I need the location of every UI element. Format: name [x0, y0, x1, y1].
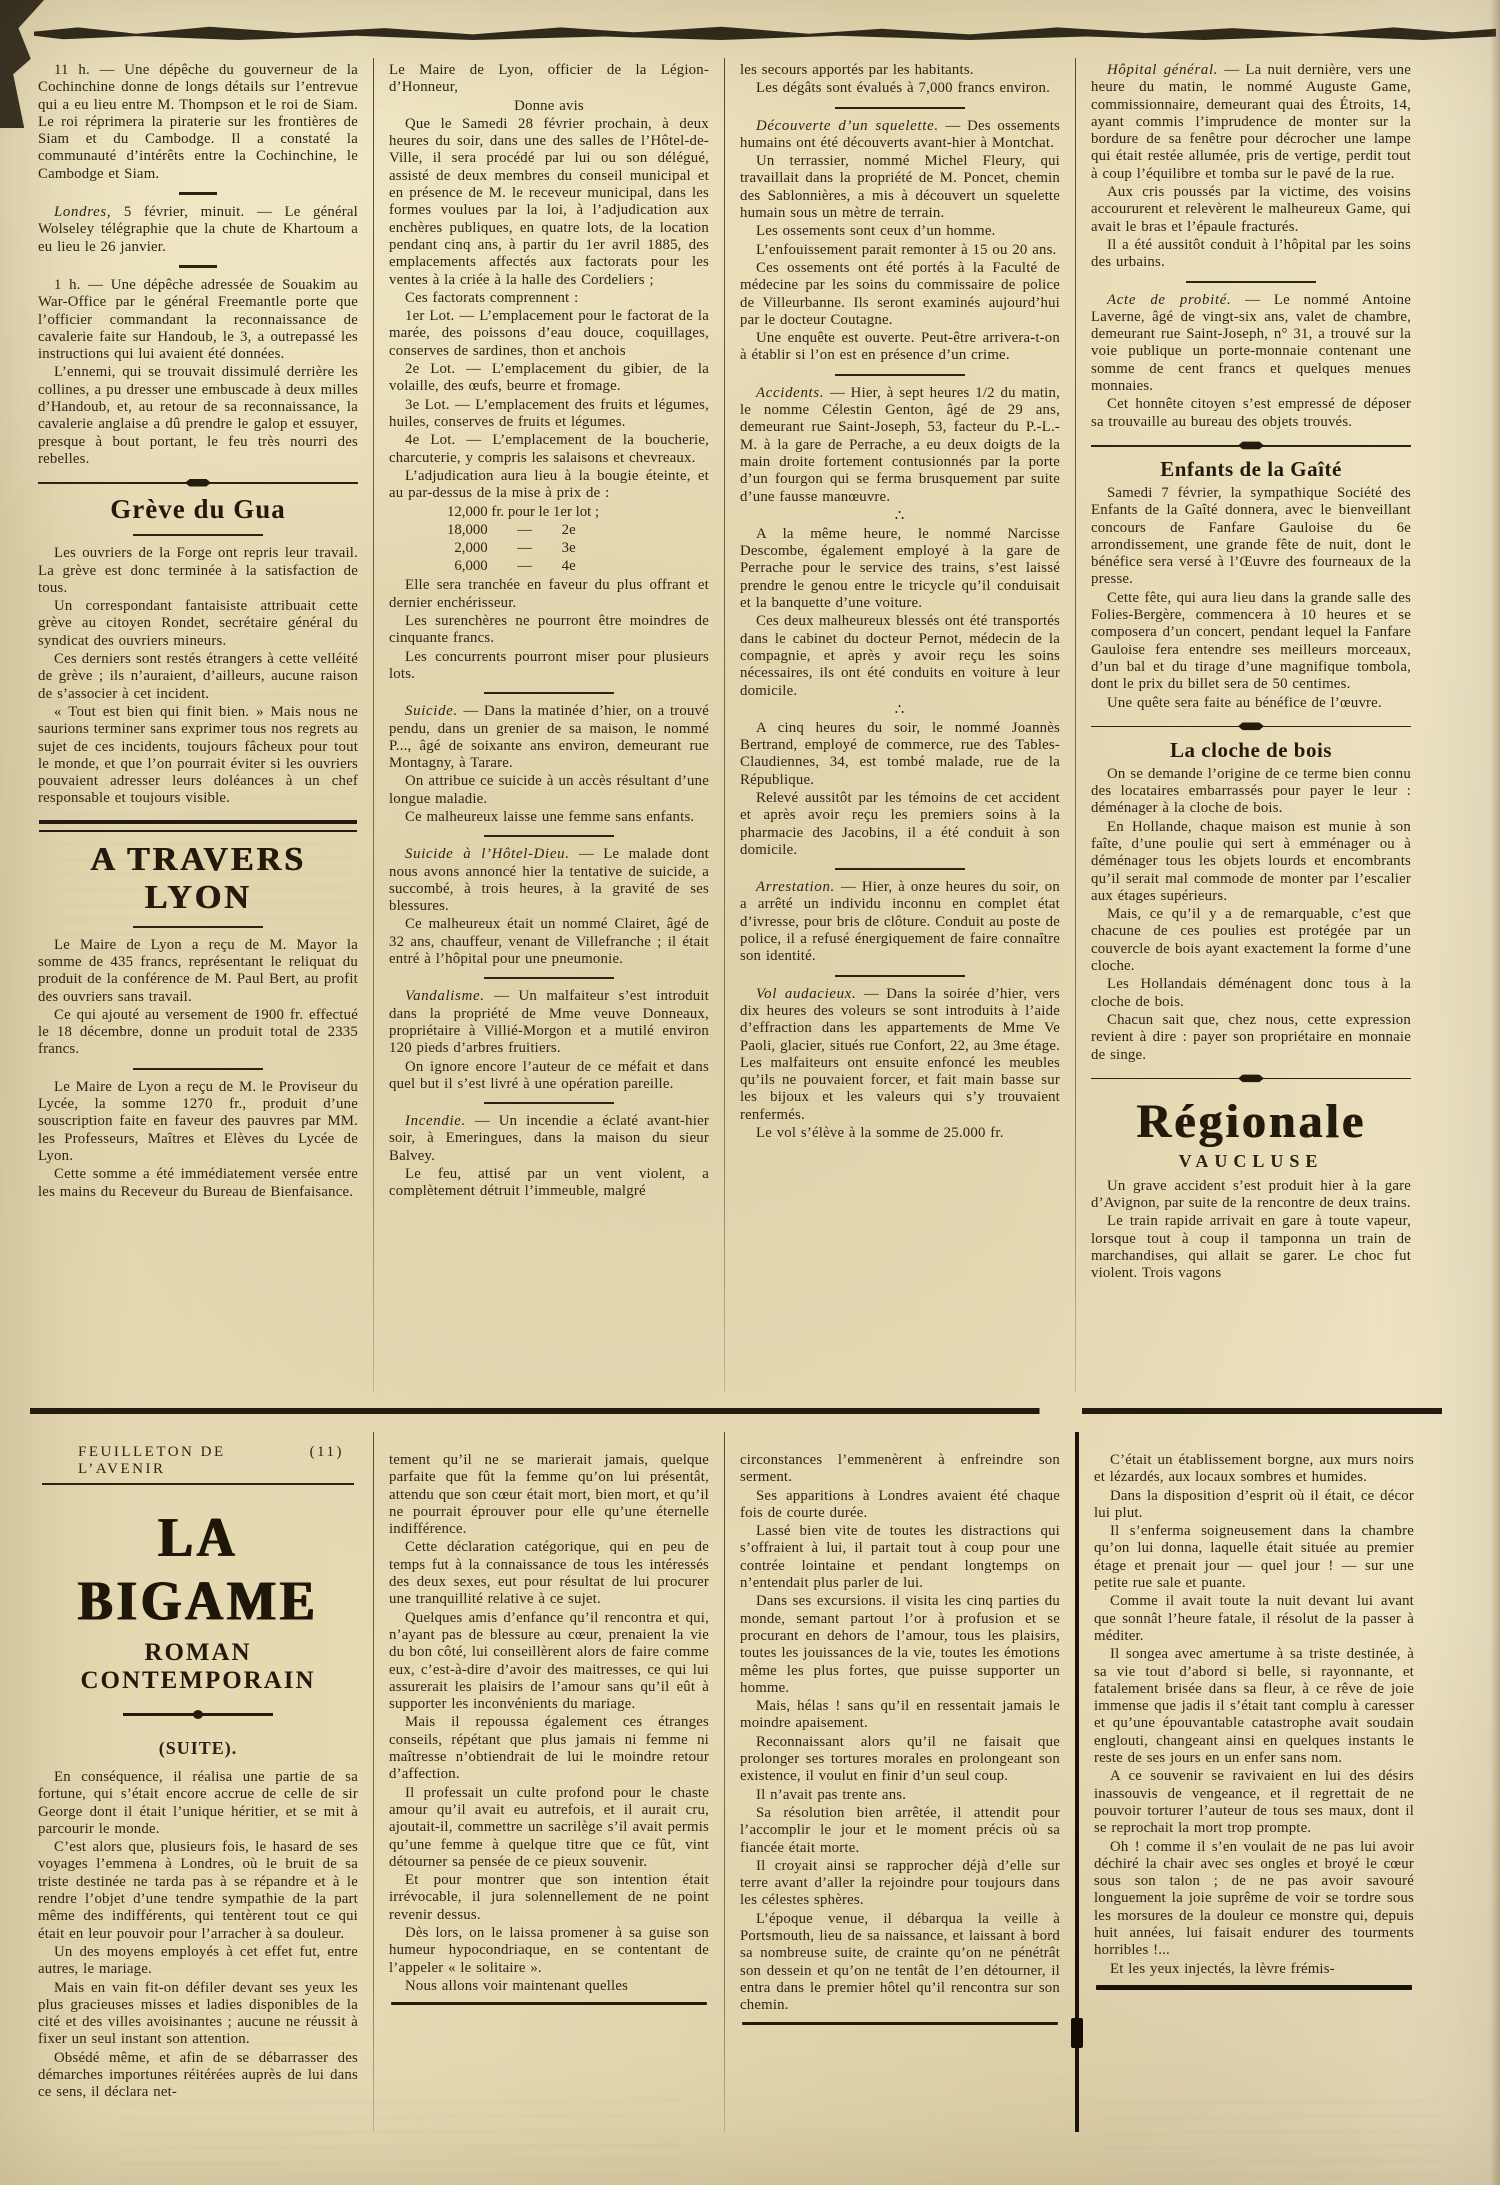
item-lead: Hôpital général.: [1107, 62, 1219, 78]
short-rule-divider: [133, 534, 263, 536]
paragraph: Ses apparitions à Londres avaient été chaque fois de courte durée.: [740, 1487, 1060, 1521]
item-lead: Vandalisme.: [405, 988, 485, 1005]
paragraph: Obsédé même, et afin de se débarrasser des démarches importunes réitérées auprès de lui dans ce sens, il déclara net-: [38, 2049, 358, 2101]
paragraph: C’était un établissement borgne, aux murs noirs et lézardés, aux locaux sombres et humides.: [1094, 1452, 1414, 1486]
paragraph: Il croyait ainsi se rapprocher déjà d’elle sur terre avant d’aller la rejoindre pour toujours dans les célestes sphères.: [740, 1857, 1060, 1909]
paragraph: Incendie. — Un incendie a éclaté avant-hier soir, à Emeringues, dans la maison du sieur Balvey.: [389, 1113, 709, 1164]
paragraph: Chacun sait que, chez nous, cette expression revient à dire : payer son propriétaire en monnaie de singe.: [1091, 1011, 1411, 1063]
feuilleton-section: [38, 1432, 1446, 2132]
paragraph: les secours apportés par les habitants.: [740, 62, 974, 78]
paragraph: Samedi 7 février, la sympathique Société des Enfants de la Gaîté donnera, avec le bienveillant concours de Fanfare Gauloise du 6e arrondissement, une grande fête de nuit, dont le bénéfice sera versé à l’Œuvre des fourneaux de la presse.: [1091, 484, 1411, 588]
paragraph: Aux cris poussés par la victime, des voisins accoururent et relevèrent le malheureux Game, qui avait le bras et l’épaule fracturés.: [1091, 184, 1411, 235]
end-rule: [391, 2002, 707, 2005]
paragraph: Suicide à l’Hôtel-Dieu. — Le malade dont nous avons annoncé hier la tentative de suicide, a succombé, à trois heures, à la gravité de ses blessures.: [389, 846, 709, 915]
paragraph: Arrestation. — Hier, à onze heures du soir, on a arrêté un individu inconnu en complet état d’ivresse, pour bris de clôture. Conduit au poste de police, il a refusé énergiquement de faire connaître son identité.: [740, 879, 1060, 965]
paragraph: Cet honnête citoyen s’est empressé de déposer sa trouvaille au bureau des objets trouvés.: [1091, 396, 1411, 430]
paragraph: Acte de probité. — Le nommé Antoine Laverne, âgé de vingt-six ans, valet de chambre, demeurant rue Saint-Joseph, n° 31, a trouvé sur la voie publique un porte-monnaie contenant une somme de cent francs et quelques menues monnaies.: [1091, 291, 1411, 395]
item-lead: Vol audacieux.: [756, 985, 857, 1002]
paragraph: Cette fête, qui aura lieu dans la grande salle des Folies-Bergère, commencera à 10 heures et se composera d’un concert, pendant lequel la Fanfare Gauloise fera entendre ses meilleurs morceaux, d’un bal et du tirage d’une magnifique tombola, dont le prix du billet sera de 50 centimes.: [1091, 589, 1411, 693]
news-column-2: [389, 58, 709, 1392]
paragraph: Cette déclaration catégorique, qui en peu de temps fut à la connaissance de tous les intéressés des deux sexes, eut pour résultat de lui procurer une tranquillité relative à ce sujet.: [389, 1539, 709, 1608]
paragraph: A cinq heures du soir, le nommé Joannès Bertrand, employé de commerce, rue des Tables-Claudiennes, 34, est tombé malade, rue de la République.: [740, 719, 1060, 788]
column-divider: [724, 58, 725, 1392]
paragraph: Hôpital général. — La nuit dernière, vers une heure du matin, le nommé Auguste Game, commissionnaire, demeurant quai des Étroits, 14, ayant commis l’imprudence de monter sur la bordure de sa fenêtre pour décrocher une lampe qui était restée allumée, pris de vertige, perdit tout à coup l’équilibre et tomba sur le pavé de la rue.: [1091, 62, 1411, 182]
asterism-divider: ∴: [894, 701, 906, 718]
auction-price-list: [447, 503, 709, 575]
news-column-4: [1091, 58, 1411, 1392]
paragraph: On se demande l’origine de ce terme bien connu des locataires embarrassés pour payer le leur : déménager à la cloche de bois.: [1091, 765, 1411, 817]
paragraph: Sa résolution bien arrêtée, il attendit pour l’accomplir le jour et le moment précis où sa fiancée était morte.: [740, 1804, 1060, 1856]
column-divider: [373, 1432, 374, 2132]
paragraph: Mais en vain fit-on défiler devant ses yeux les plus gracieuses misses et ladies disponibles de la cité et des villes avoisinantes ; aucune ne réussit à fixer un seul instant son attention.: [38, 1979, 358, 2048]
short-rule-divider: [484, 692, 614, 694]
short-rule-divider: [484, 977, 614, 979]
paragraph: Mais, hélas ! sans qu’il en ressentait jamais le moindre apaisement.: [740, 1698, 1060, 1732]
paragraph: 4e Lot. — L’emplacement de la boucherie, charcuterie, y compris les salaisons et chevreaux.: [389, 432, 709, 466]
column-divider: [1075, 58, 1076, 1392]
paragraph: Lassé bien vite de toutes les distractions qui s’offraient à lui, il partait tout à coup pour une contrée lointaine et pendant longtemps on n’entendait plus parler de lui.: [740, 1523, 1060, 1592]
price-line: 12,000 fr. pour le 1er lot ;: [447, 504, 600, 521]
short-rule-divider: [133, 926, 263, 928]
paragraph: Un correspondant fantaisiste attribuait cette grève au citoyen Rondet, secrétaire général du syndicat des ouvriers mineurs.: [38, 598, 358, 649]
item-lead: Suicide.: [405, 703, 458, 720]
paragraph: Elle sera tranchée en faveur du plus offrant et dernier enchérisseur.: [389, 577, 709, 611]
paragraph: Les ouvriers de la Forge ont repris leur travail. La grève est donc terminée à la satisfaction de tous.: [38, 545, 358, 596]
novel-subtitle: ROMAN CONTEMPORAIN: [80, 1639, 316, 1694]
paragraph: Ce malheureux était un nommé Clairet, âgé de 32 ans, chauffeur, venant de Villefranche ; il était entré à l’hôpital pour une pneumonie.: [389, 916, 709, 968]
ornament-divider: [1091, 1073, 1411, 1084]
short-rule-divider: [835, 868, 965, 870]
paragraph: Suicide. — Dans la matinée d’hier, on a trouvé pendu, dans un grenier de sa maison, le nommé P..., âgé de soixante ans environ, demeurant rue Montagny, à Tarare.: [389, 703, 709, 772]
paragraph: Un grave accident s’est produit hier à la gare d’Avignon, par suite de la rencontre de deux trains.: [1091, 1177, 1411, 1212]
paragraph: tement qu’il ne se marierait jamais, quelque parfaite que fût la femme qu’on lui présentât, attendu que son cœur était mort, bien mort, et qu’il ne pourrait éprouver pour elle qu’une éternelle indifférence.: [389, 1452, 709, 1538]
paragraph: Dès lors, on le laissa promener à sa guise son humeur hypocondriaque, en se contentant de l’appeler « le solitaire ».: [389, 1925, 709, 1976]
paragraph: C’est alors que, plusieurs fois, le hasard de ses voyages l’emmena à Londres, où le bruit de sa triste destinée ne tarda pas à se répandre et à le rendre l’objet d’une tendre sympathie de la part même des indifférents, qui tentèrent tout ce qui était en leur pouvoir pour l’arracher à sa douleur.: [38, 1839, 358, 1942]
news-section: [38, 58, 1446, 1392]
heading-a-travers-lyon: A TRAVERS LYON: [90, 840, 306, 916]
page-right-edge-shading: [1490, 0, 1500, 2185]
paragraph: Un des moyens employés à cet effet fut, entre autres, le mariage.: [38, 1943, 358, 1978]
paragraph: En conséquence, il réalisa une partie de sa fortune, qui s’était encore accrue de celle de sir George dont il était l’unique héritier, et se mit à parcourir le monde.: [38, 1769, 358, 1837]
paragraph: 2e Lot. — L’emplacement du gibier, de la volaille, des œufs, beurre et fromage.: [389, 361, 709, 395]
item-lead: Découverte d’un squelette.: [756, 117, 939, 134]
paragraph: Oh ! comme il s’en voulait de ne pas lui avoir déchiré la chair avec ses ongles et broyé le cœur sous son talon ; de ne pas avoir savouré longuement la joie suprême de voir se tordre sous les morsures de la douleur ce monstre qui, depuis huit années, lui faisait endurer des tourments horribles !...: [1094, 1838, 1414, 1959]
item-lead: Accidents.: [756, 384, 825, 401]
paragraph: Ces deux malheureux blessés ont été transportés dans le cabinet du docteur Pernot, médecin de la compagnie, et après y avoir reçu les soins nécessaires, ils ont été conduits en voiture à leur domicile.: [740, 613, 1060, 699]
paragraph: Dans ses excursions. il visita les cinq parties du monde, semant partout l’or à profusion et se procurant en dehors de l’amour, tous les plaisirs, toutes les jouissances de la vie, toutes les émotions même les plus fortes, que puisse supporter un homme.: [740, 1593, 1060, 1696]
ornament-divider: [1091, 721, 1411, 732]
paragraph: Le Maire de Lyon a reçu de M. Mayor la somme de 435 francs, représentant le reliquat du produit de la conférence de M. Paul Bert, au profit des ouvriers sans travail.: [38, 936, 358, 1005]
paragraph: L’adjudication aura lieu à la bougie éteinte, et au par-dessus de la mise à prix de :: [389, 467, 709, 502]
end-rule: [1096, 1985, 1412, 1990]
paragraph: A ce souvenir se ravivaient en lui des désirs inassouvis de vengeance, et il regrettait de ne pouvoir torturer l’auteur de tous ses maux, dont il se reprochait la mort trop prompte.: [1094, 1768, 1414, 1837]
paragraph: circonstances l’emmenèrent à enfreindre son serment.: [740, 1452, 1060, 1486]
paragraph: Nous allons voir maintenant quelles: [405, 1977, 629, 1994]
item-lead: Incendie.: [405, 1113, 466, 1130]
paragraph: Il s’enferma soigneusement dans la chambre qu’on lui donna, laquelle était située au premier étage et prenait jour — quel jour ! — sur une petite rue sale et puante.: [1094, 1523, 1414, 1592]
heading-enfants-de-la-gaite: Enfants de la Gaîté: [1160, 456, 1342, 481]
news-column-3: [740, 58, 1060, 1392]
torn-paper-top-edge: [34, 26, 1496, 40]
heading-regionale: Régionale: [1136, 1094, 1366, 1148]
paragraph: Ces derniers sont restés étrangers à cette velléité de grève ; ils n’auraient, d’ailleurs, aucune raison de s’associer à cet incident.: [38, 651, 358, 702]
feuilleton-column-1: [38, 1432, 358, 2132]
paragraph: Mais, ce qu’il y a de remarquable, c’est que chacune de ces poulies est protégée par un couvercle de bois ayant exactement la forme d’une cloche.: [1091, 906, 1411, 975]
paragraph: Londres, 5 février, minuit. — Le général Wolseley télégraphie que la chute de Khartoum a eu lieu le 26 janvier.: [38, 204, 358, 255]
paragraph: Le Maire de Lyon a reçu de M. le Proviseur du Lycée, la somme 1270 fr., produit d’une souscription faite en faveur des pauvres par MM. les Professeurs, Maîtres et Elèves du Lycée de Lyon.: [38, 1078, 358, 1164]
item-lead: Londres,: [54, 204, 112, 221]
paragraph: L’époque venue, il débarqua la veille à Portsmouth, lieu de sa naissance, et laissant à bord sa nombreuse suite, de crainte qu’on ne pénétrât son dessein et qu’on ne tentât de l’en détourner, il entra dans le premier hôtel qu’il rencontra sur son chemin.: [740, 1910, 1060, 2014]
suite-label: (SUITE).: [158, 1738, 238, 1758]
paragraph: Les dégâts sont évalués à 7,000 francs environ.: [756, 80, 1051, 97]
paragraph: Et pour montrer que son intention était irrévocable, il jura solennellement de ne point revenir dessus.: [389, 1872, 709, 1923]
paragraph: On ignore encore l’auteur de ce méfait et dans quel but il s’est livré à une opération pareille.: [389, 1058, 709, 1092]
paragraph: Reconnaissant alors qu’il ne faisait que prolonger ses tortures morales en prolongeant son existence, il voulut en finir d’un seul coup.: [740, 1733, 1060, 1785]
column-divider: [373, 58, 374, 1392]
paragraph: « Tout est bien qui finit bien. » Mais nous ne saurions terminer sans exprimer tous nos regrets au sujet de ces incidents, toujours fâcheux pour tout le monde, et que l’on pourrait éviter si les ouvriers pouvaient adresser leurs doléances à un chef responsable et toujours visible.: [38, 703, 358, 807]
paragraph: 11 h. — Une dépêche du gouverneur de la Cochinchine donne de longs détails sur l’entrevue qui a eu lieu entre M. Thompson et le roi de Siam. Le roi réprimera la piraterie sur les frontières de Siam et du Cambodge. Il a constaté la communauté d’intérêts entre la Cochinchine, le Cambodge et Siam.: [38, 62, 358, 182]
paragraph: Ces factorats comprennent :: [405, 289, 579, 306]
item-lead: Arrestation.: [756, 879, 835, 896]
heading-greve-du-gua: Grève du Gua: [110, 494, 286, 525]
paragraph: Quelques amis d’enfance qu’il rencontra et qui, n’ayant pas de blessure au cœur, prenaient la vie du bon côté, lui conseillèrent alors de faire comme eux, c’est-à-dire d’avoir des maitresses, ce qui lui assurerait les plaisirs de l’amour sans qu’il eût à supporter les inconvénients du mariage.: [389, 1609, 709, 1713]
feuilleton-header: [38, 1440, 358, 1480]
paragraph: Ce malheureux laisse une femme sans enfants.: [405, 808, 695, 825]
feuilleton-text-1: [38, 1769, 358, 2102]
paragraph: Que le Samedi 28 février prochain, à deux heures du soir, dans une des salles de l’Hôtel-de-Ville, il sera procédé par lui ou son délégué, assisté de deux membres du conseil municipal et en présence de M. le receveur municipal, dans les formes voulues par la loi, à l’adjudication aux enchères publiques, en quatre lots, de la location pendant cinq ans, à partir du 1er avril 1885, des emplacements affectés aux factorats pour les ventes à la criée à la halle des Cordeliers ;: [389, 115, 709, 288]
paragraph: Vol audacieux. — Dans la soirée d’hier, vers dix heures des voleurs se sont introduits à l’aide d’effraction dans les appartements de Mme Ve Paoli, glacier, situés rue Confort, 22, au 3me étage. Les malfaiteurs ont ensuite enfoncé les meubles qu’ils ne pouvaient forcer, et fait main basse sur les bijoux et les valeurs qui s’y trouvaient renfermés.: [740, 985, 1060, 1123]
item-lead: Suicide à l’Hôtel-Dieu.: [405, 846, 570, 863]
novel-title: LA BIGAME: [77, 1507, 319, 1633]
ornament-divider: [1091, 440, 1411, 451]
paragraph: Cette somme a été immédiatement versée entre les mains du Receveur du Bureau de Bienfaisance.: [38, 1166, 358, 1200]
paragraph: Un terrassier, nommé Michel Fleury, qui travaillait dans la propriété de M. Poncet, chemin des Sablonnières, a mis à découvert un squelette humain sous un mètre de terrain.: [740, 153, 1060, 222]
paragraph: Le feu, attisé par un vent violent, a complètement détruit l’immeuble, malgré: [389, 1166, 709, 1200]
paragraph: Il songea avec amertume à sa triste destinée, à sa vie tout d’abord si belle, si rayonnante, et fatalement brisée dans sa fleur, à ce rêve de joie immense que jadis il s’était tant complu à caresser et qu’une épouvantable catastrophe avait soudain englouti, changeant ainsi en quelques instants le reste de ses jours en un enfer sans nom.: [1094, 1646, 1414, 1767]
dash-divider: [179, 265, 217, 268]
short-rule-divider: [835, 107, 965, 109]
price-line: 18,000 — 2e: [447, 522, 576, 539]
paragraph: Mais il repoussa également ces étranges conseils, répétant que plus jamais ni femme ni maîtresse n’obtiendrait de lui le moindre retour d’affection.: [389, 1714, 709, 1783]
paragraph: L’ennemi, qui se trouvait dissimulé derrière les collines, a pu dresser une embuscade à deux milles d’Handoub, et, au retour de sa reconnaissance, la cavalerie anglaise a dû prendre le galop et essuyer, presque à bout portant, le feu très nourri des rebelles.: [38, 364, 358, 467]
short-rule-divider: [1186, 281, 1316, 283]
paragraph: Et les yeux injectés, la lèvre frémis-: [1110, 1960, 1335, 1977]
short-rule-divider: [484, 835, 614, 837]
price-line: 2,000 — 3e: [447, 540, 576, 557]
end-rule: [742, 2022, 1058, 2025]
double-rule-divider: [39, 820, 357, 832]
paragraph: Il professait un culte profond pour le chaste amour qu’il avait eu autrefois, et il aurait cru, ajoutait-il, commettre un sacrilège s’il avait permis qu’une femme à quelque titre que ce fût, vint détourner sa pensée de ce pieux souvenir.: [389, 1784, 709, 1870]
paragraph: 3e Lot. — L’emplacement des fruits et légumes, huiles, conserves de fruits et légumes.: [389, 396, 709, 430]
paragraph: Une enquête est ouverte. Peut-être arrivera-t-on à établir si l’on est en présence d’un crime.: [740, 330, 1060, 364]
paragraph: Ce qui ajouté au versement de 1900 fr. effectué le 18 décembre, donne un produit total de 2335 francs.: [38, 1006, 358, 1058]
paragraph: Il n’avait pas trente ans.: [756, 1786, 907, 1803]
paragraph: Dans la disposition d’esprit où il était, ce décor lui plut.: [1094, 1487, 1414, 1521]
paragraph: 1 h. — Une dépêche adressée de Souakim au War-Office par le général Freemantle porte que l’officier commandant la reconnaissance de cavalerie faite sur Handoub, le 3, a outrepassé les instructions qui lui avaient été données.: [38, 276, 358, 363]
heading-vaucluse: VAUCLUSE: [1178, 1150, 1324, 1171]
dash-divider: [179, 192, 217, 195]
paragraph: Comme il avait toute la nuit devant lui avant que sonnât l’heure fatale, il résolut de la passer à méditer.: [1094, 1593, 1414, 1644]
paragraph: Ces ossements ont été portés à la Faculté de médecine par les soins du commissaire de police de Villeurbanne. Ils seront examinés aujourd’hui par le docteur Coutagne.: [740, 259, 1060, 328]
paragraph: Vandalisme. — Un malfaiteur s’est introduit dans la propriété de Mme veuve Donneaux, propriétaire à Villié-Morgon et a mutilé environ 120 pieds d’arbres fruitiers.: [389, 988, 709, 1057]
heading-la-cloche-de-bois: La cloche de bois: [1170, 737, 1332, 762]
paragraph: Accidents. — Hier, à sept heures 1/2 du matin, le nomme Célestin Genton, âgé de 29 ans, demeurant rue Saint-Joseph, 53, facteur du P.-L.-M. à la gare de Perrache, a eu deux doigts de la main droite fortement contusionnés par la porte d’un fourgon qui se ferma brusquement par suite d’une fausse manœuvre.: [740, 384, 1060, 505]
feuilleton-label: FEUILLETON DE L’AVENIR: [78, 1444, 226, 1477]
paragraph: Les surenchères ne pourront être moindres de cinquante francs.: [389, 613, 709, 647]
paragraph: Les Hollandais déménagent donc tous à la cloche de bois.: [1091, 976, 1411, 1010]
paragraph: On attribue ce suicide à un accès résultant d’une longue maladie.: [389, 773, 709, 807]
short-rule-divider: [835, 975, 965, 977]
item-lead: Acte de probité.: [1107, 291, 1232, 308]
paragraph: Donne avis: [514, 97, 584, 114]
section-divider-rule: [30, 1408, 1442, 1418]
ornament-divider: [38, 477, 358, 488]
column-divider: [724, 1432, 725, 2132]
short-rule-divider: [484, 1102, 614, 1104]
paragraph: Relevé aussitôt par les témoins de cet accident et après avoir reçu les premiers soins à la pharmacie des Jacobins, il a été conduit à son domicile.: [740, 789, 1060, 858]
paragraph: Le train rapide arrivait en gare à toute vapeur, lorsque tout à coup il tamponna un train de marchandises, qui allait se garer. Le choc fut violent. Trois vagons: [1091, 1213, 1411, 1282]
paragraph: 1er Lot. — L’emplacement pour le factorat de la marée, des poissons d’eau douce, coquillages, conserves de sardines, thon et anchois: [389, 308, 709, 359]
paragraph: Les ossements sont ceux d’un homme.: [756, 223, 996, 240]
paragraph: Les concurrents pourront miser pour plusieurs lots.: [389, 648, 709, 682]
feuilleton-column-4: [1094, 1432, 1414, 2132]
short-rule-divider: [133, 1068, 263, 1070]
paragraph: Découverte d’un squelette. — Des ossements humains ont été découverts avant-hier à Montchat.: [740, 117, 1060, 151]
news-column-1: [38, 58, 358, 1392]
paragraph: A la même heure, le nommé Narcisse Descombe, également employé à la gare de Perrache pour le service des trains, s’est laissé prendre le genou entre le tricycle qu’il conduisait et la banquette d’une voiture.: [740, 525, 1060, 612]
paragraph: En Hollande, chaque maison est munie à son faîte, d’une poulie qui sert à emménager ou à déménager tous les objets lourds et encombrants qu’il serait mal commode de monter par l’escalier aux étages supérieurs.: [1091, 818, 1411, 904]
paragraph: Une quête sera faite au bénéfice de l’œuvre.: [1107, 694, 1382, 711]
paragraph: Le Maire de Lyon, officier de la Légion-d’Honneur,: [389, 62, 709, 96]
price-line: 6,000 — 4e: [447, 558, 576, 575]
paragraph: Il a été aussitôt conduit à l’hôpital par les soins des urbains.: [1091, 236, 1411, 271]
feuilleton-column-3: [740, 1432, 1060, 2132]
asterism-divider: ∴: [894, 507, 906, 524]
short-rule-divider: [835, 374, 965, 376]
feuilleton-header-rule: [42, 1483, 354, 1485]
column-divider-heavy: [1075, 1432, 1079, 2132]
paragraph: L’enfouissement parait remonter à 15 ou 20 ans.: [756, 241, 1057, 258]
ornament-divider: [123, 1709, 273, 1720]
feuilleton-installment-number: (11): [309, 1444, 344, 1460]
feuilleton-column-2: [389, 1432, 709, 2132]
paragraph: Le vol s’élève à la somme de 25.000 fr.: [756, 1125, 1004, 1142]
